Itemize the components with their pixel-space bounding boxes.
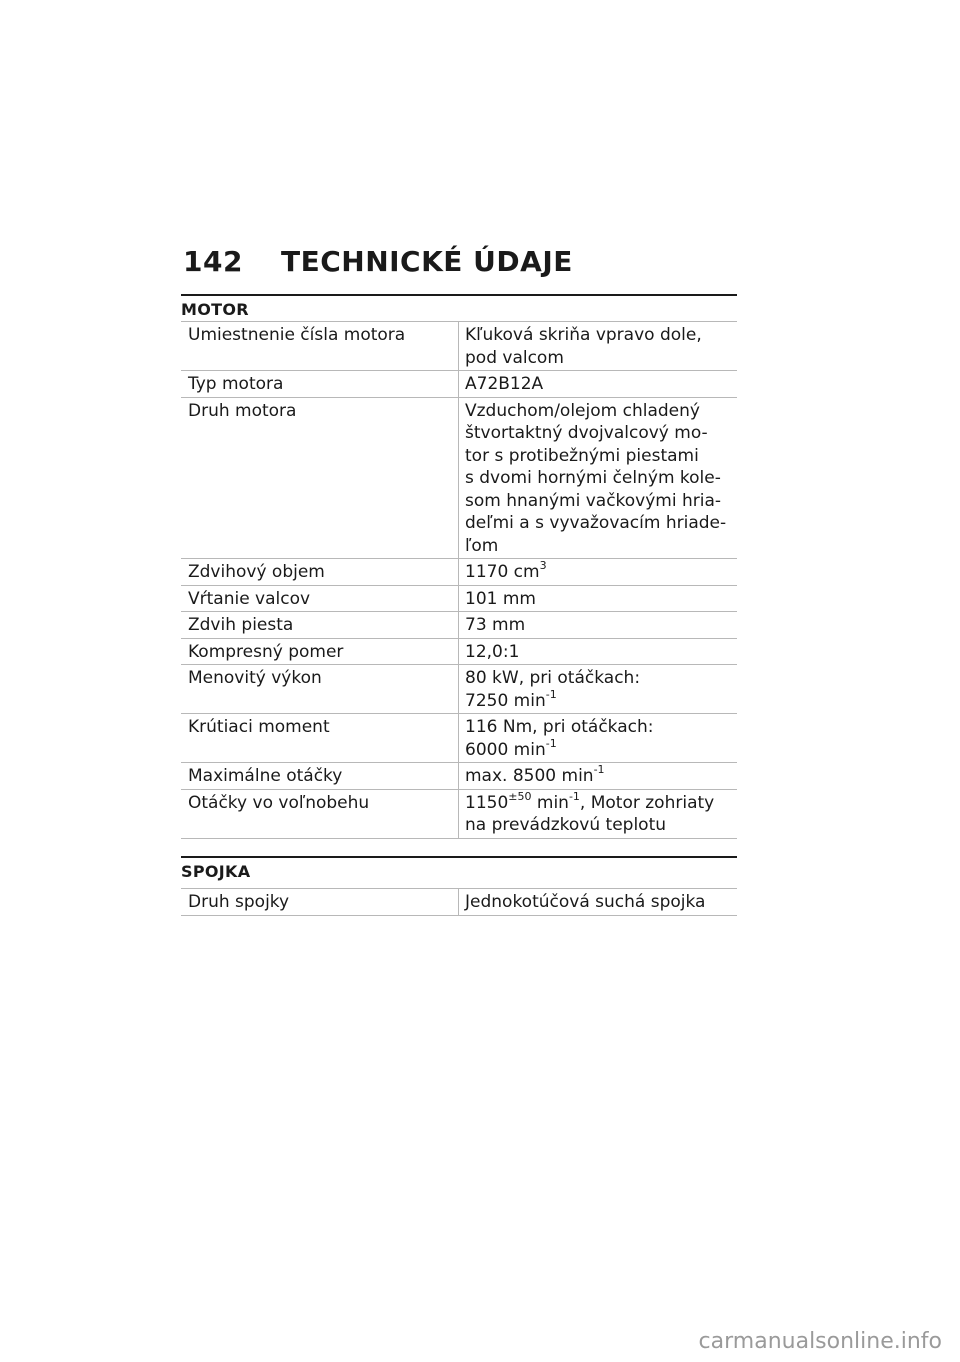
row-value: 73 mm xyxy=(459,612,738,639)
row-label: Druh spojky xyxy=(181,889,459,915)
row-label: Maximálne otáčky xyxy=(181,763,459,790)
section-title-spojka: SPOJKA xyxy=(181,856,737,889)
row-value: 1170 $cm^3$ xyxy=(459,559,738,586)
table-row xyxy=(181,789,737,838)
table-row xyxy=(181,612,737,639)
table-row xyxy=(181,371,737,398)
row-value: Jednokotúčová suchá spojka xyxy=(459,889,738,915)
row-label: Umiestnenie čísla motora xyxy=(181,322,459,371)
row-label: Otáčky vo voľnobehu xyxy=(181,789,459,838)
row-value: 116 Nm, pri otáčkach: 6000 $\min^{-1}$ xyxy=(459,714,738,763)
row-value: 12,0:1 xyxy=(459,638,738,665)
row-label: Zdvih piesta xyxy=(181,612,459,639)
table-row xyxy=(181,322,737,371)
table-row xyxy=(181,585,737,612)
row-value: A72B12A xyxy=(459,371,738,398)
motor-section xyxy=(181,294,737,839)
watermark: carmanualsonline.info xyxy=(698,1329,942,1354)
row-label: Kompresný pomer xyxy=(181,638,459,665)
spojka-section xyxy=(181,856,737,916)
row-label: Zdvihový objem xyxy=(181,559,459,586)
table-row xyxy=(181,763,737,790)
page-number: 142 xyxy=(183,245,243,278)
row-label: Vŕtanie valcov xyxy=(181,585,459,612)
row-label: Druh motora xyxy=(181,397,459,559)
spojka-table xyxy=(181,889,737,916)
row-value: Kľuková skriňa vpravo dole, pod valcom xyxy=(459,322,738,371)
table-row xyxy=(181,889,737,915)
row-label: Typ motora xyxy=(181,371,459,398)
table-row xyxy=(181,559,737,586)
row-label: Menovitý výkon xyxy=(181,665,459,714)
section-title-motor: MOTOR xyxy=(181,294,737,322)
table-row xyxy=(181,714,737,763)
row-value: 80 kW, pri otáčkach: 7250 $\min^{-1}$ xyxy=(459,665,738,714)
page-header xyxy=(183,245,743,278)
page-title: TECHNICKÉ ÚDAJE xyxy=(281,245,573,278)
row-value: max. 8500 $\min^{-1}$ xyxy=(459,763,738,790)
table-row xyxy=(181,638,737,665)
row-value: Vzduchom/olejom chladený štvortaktný dvojvalcový mo- tor s protibežnými piestami s dvomi hornými čelným kole- som hnanými vačkovými hria- deľmi a s vyvažovacím hriade- ľom xyxy=(459,397,738,559)
table-row xyxy=(181,397,737,559)
table-row xyxy=(181,665,737,714)
row-value: $1150^{\pm 50}$ $\min^{-1}$, Motor zohriaty na prevádzkovú teplotu xyxy=(459,789,738,838)
row-label: Krútiaci moment xyxy=(181,714,459,763)
row-value: 101 mm xyxy=(459,585,738,612)
motor-table xyxy=(181,322,737,839)
